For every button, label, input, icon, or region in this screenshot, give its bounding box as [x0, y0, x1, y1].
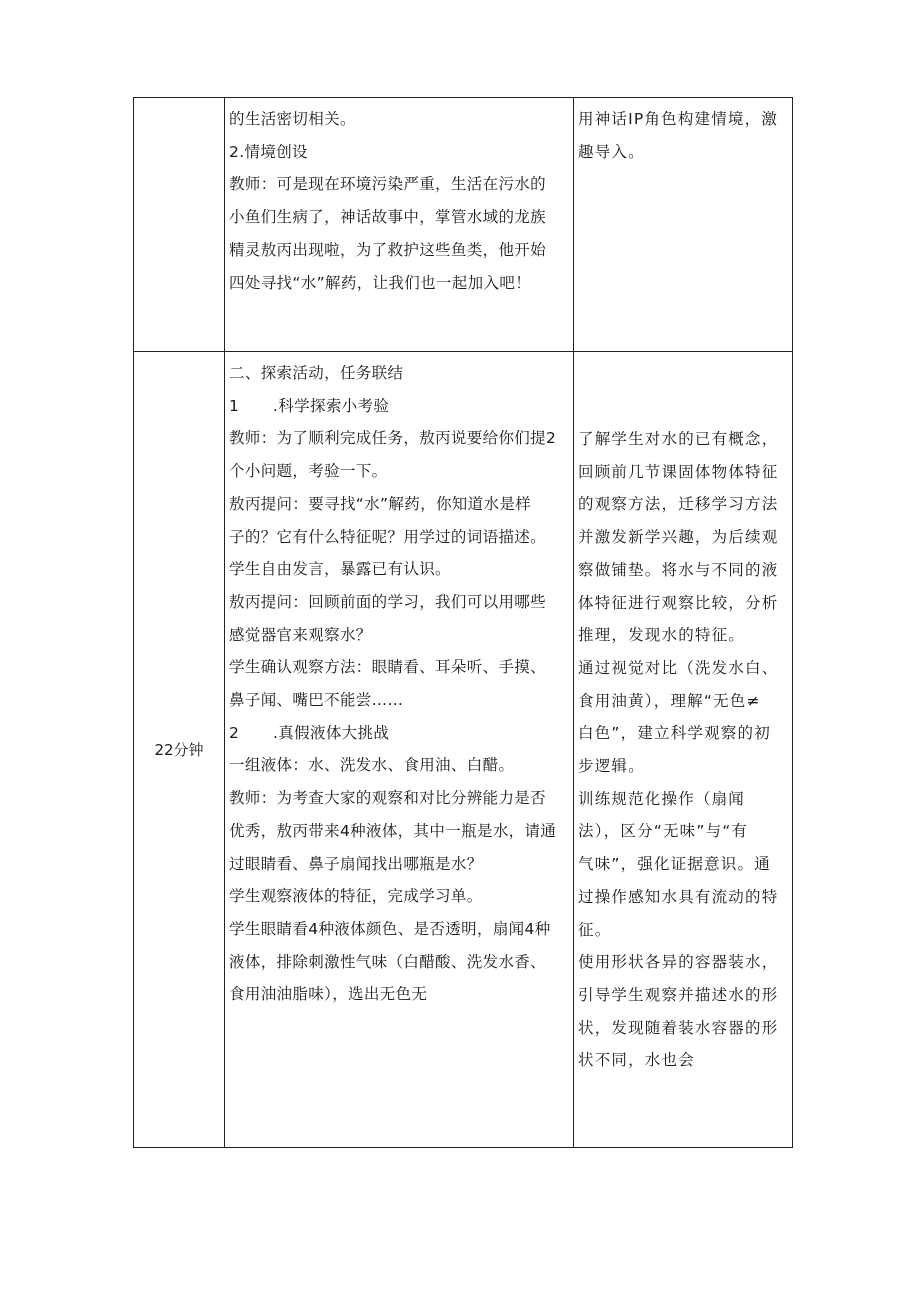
text-line: 并激发新学兴趣，为后续观 — [578, 528, 779, 547]
text-line: 引导学生观察并描述水的形 — [578, 985, 779, 1004]
text-line: 敖丙提问：要寻找“水”解药，你知道水是样 — [229, 494, 532, 513]
text-line: 通过视觉对比（洗发水白、 — [578, 658, 779, 677]
text-line: 小鱼们生病了，神话故事中，掌管水域的龙族 — [229, 208, 547, 227]
intent-cell — [574, 352, 793, 1148]
content-cell — [225, 98, 574, 352]
text-line: 四处寻找“水”解药，让我们也一起加入吧！ — [229, 273, 532, 292]
text-line: 察做铺垫。将水与不同的液 — [578, 560, 779, 579]
section-heading: 二、探索活动，任务联结 — [229, 364, 404, 382]
text-line: 子的？它有什么特征呢？用学过的词语描述。 — [229, 527, 547, 546]
text-line: 感觉器官来观察水？ — [229, 625, 372, 644]
table-row — [134, 98, 793, 352]
text-line: 精灵敖丙出现啦，为了救护这些鱼类，他开始 — [229, 240, 547, 259]
text-line: 2.情境创设 — [229, 142, 308, 161]
content-cell — [225, 352, 574, 1148]
text-line: 征。 — [578, 920, 612, 939]
intent-cell — [574, 98, 793, 352]
text-line: 的生活密切相关。 — [229, 110, 356, 128]
text-line: 训练规范化操作（扇闻 — [578, 789, 746, 808]
time-cell: 22分钟 — [134, 352, 225, 1148]
subsection-label: .真假液体大挑战 — [273, 723, 390, 742]
text-line: 趣导入。 — [578, 142, 645, 161]
text-line: 一组液体：水、洗发水、食用油、白醋。 — [229, 756, 515, 775]
text-line: 使用形状各异的容器装水， — [578, 953, 779, 972]
text-line: 过操作感知水具有流动的特 — [578, 887, 779, 906]
text-line: 学生确认观察方法：眼睛看、耳朵听、手摸、 — [229, 658, 547, 677]
subsection-label: .科学探索小考验 — [273, 396, 390, 415]
text-line: 推理，发现水的特征。 — [578, 626, 746, 645]
text-line: 体特征进行观察比较，分析 — [578, 593, 779, 612]
text-line: 状不同，水也会 — [578, 1051, 695, 1070]
text-line: 白色”，建立科学观察的初 — [578, 724, 771, 743]
text-line: 液体，排除刺激性气味（白醋酸、洗发水香、 — [229, 952, 547, 971]
text-line: 状，发现随着装水容器的形 — [578, 1018, 779, 1037]
text-line: 敖丙提问：回顾前面的学习，我们可以用哪些 — [229, 592, 547, 611]
subsection-number: 2 — [229, 723, 240, 742]
subsection-title — [229, 390, 571, 423]
text-line: 个小问题，考验一下。 — [229, 462, 388, 481]
lesson-plan-table — [133, 97, 793, 1148]
text-line: 步逻辑。 — [578, 757, 645, 776]
text-line: 用神话IP角色构建情境，激 — [578, 110, 779, 128]
text-line: 教师：为考查大家的观察和对比分辨能力是否 — [229, 789, 547, 808]
text-line: 学生观察液体的特征，完成学习单。 — [229, 887, 483, 906]
text-line: 了解学生对水的已有概念， — [578, 430, 779, 448]
time-cell — [134, 98, 225, 352]
subsection-number: 1 — [229, 396, 240, 415]
text-line: 法），区分“无味”与“有 — [578, 822, 749, 841]
text-line: 学生自由发言，暴露已有认识。 — [229, 560, 451, 579]
text-line: 气味”，强化证据意识。通 — [578, 855, 771, 874]
text-line: 优秀，敖丙带来4种液体，其中一瓶是水，请通 — [229, 821, 557, 840]
text-line: 食用油黄），理解“无色≠ — [578, 691, 761, 710]
text-line: 教师：可是现在环境污染严重，生活在污水的 — [229, 175, 547, 194]
text-line: 鼻子闻、嘴巴不能尝…… — [229, 691, 404, 710]
subsection-title — [229, 717, 571, 750]
text-line: 学生眼睛看4种液体颜色、是否透明，扇闻4种 — [229, 919, 551, 938]
text-line: 回顾前几节课固体物体特征 — [578, 462, 779, 481]
text-line: 过眼睛看、鼻子扇闻找出哪瓶是水？ — [229, 854, 483, 873]
text-line: 教师：为了顺利完成任务，敖丙说要给你们提2 — [229, 429, 557, 448]
table-row — [134, 352, 793, 1148]
text-line: 食用油油脂味），选出无色无 — [229, 985, 428, 1004]
text-line: 的观察方法，迁移学习方法 — [578, 495, 779, 514]
